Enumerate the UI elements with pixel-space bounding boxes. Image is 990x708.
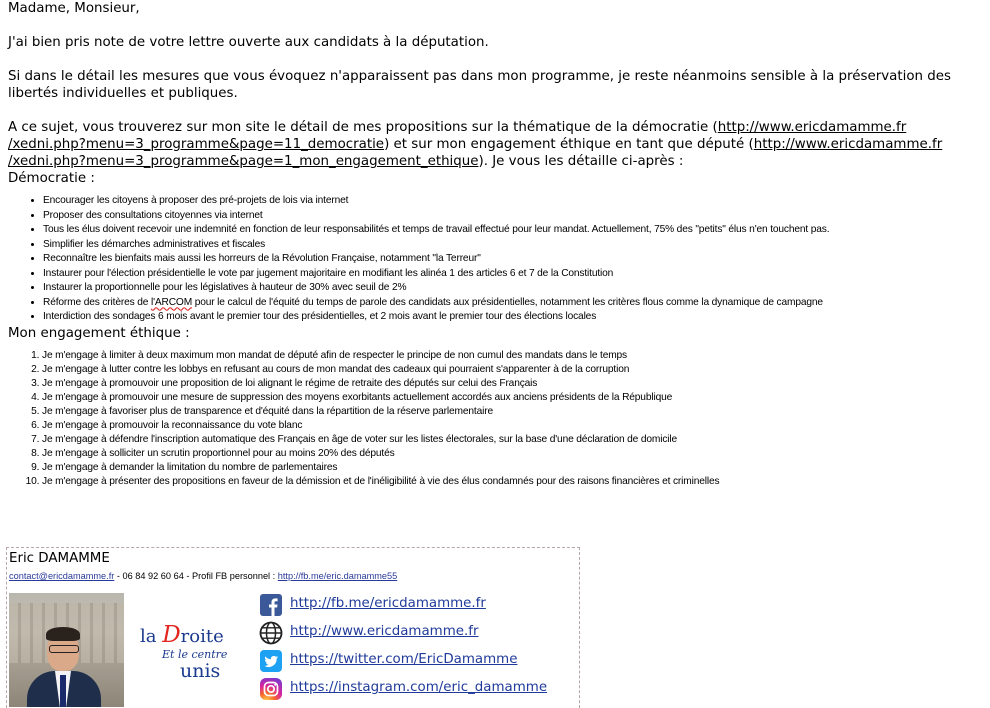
arcom-part-b: pour le calcul de l'équité du temps de parole des candidats aux présidentielles, notamment les critères flous comme la dynamique de campagne [192,296,823,308]
facebook-link[interactable]: http://fb.me/ericdamamme.fr [290,596,486,611]
list-item: • Interdiction des sondages 6 mois avant le premier tour des présidentielles, et 2 mois avant le premier tour des élections locales [43,310,983,325]
salutation: Madame, Monsieur, [8,1,140,16]
logo-line1 [140,622,224,648]
email-text [8,0,983,489]
logo-line1-a: la [140,626,163,647]
paragraph-3-part-a: A ce sujet, vous trouverez sur mon site le détail de mes propositions sur la thématique de la démocratie ( [8,120,718,135]
list-item: • Encourager les citoyens à proposer des pré-projets de lois via internet [43,194,983,209]
twitter-icon[interactable] [259,649,283,673]
social-website [259,621,569,647]
paragraph-2: Si dans le détail les mesures que vous évoquez n'apparaissent pas dans mon programme, je reste néanmoins sensible à la préservation des libertés individuelles et publiques. [8,69,951,101]
paragraph-3-part-c: ). Je vous les détaille ci-après : [478,154,684,169]
list-item: • Proposer des consultations citoyennes via internet [43,209,983,224]
list-item: 1. Je m'engage à limiter à deux maximum mon mandat de député afin de respecter le principe de non cumul des mandats dans le temps [42,349,983,363]
list-item: • Tous les élus doivent recevoir une indemnité en fonction de leur responsabilités et temps de travail effectué pour leur mandat. Actuellement, 75% des "petits" élus n'en touchent pas. [43,223,983,238]
link-democratie-line2[interactable]: /xedni.php?menu=3_programme&page=11_democratie [8,137,385,152]
social-instagram [259,677,569,703]
list-item: • Instaurer la proportionnelle pour les législatives à hauteur de 30% avec seuil de 2% [43,281,983,296]
twitter-link[interactable]: https://twitter.com/EricDamamme [290,652,518,667]
link-ethique-line1[interactable]: http://www.ericdamamme.fr [753,137,943,152]
logo-line2: Et le centre [162,648,228,661]
facebook-icon[interactable] [259,593,283,617]
list-item: 7. Je m'engage à défendre l'inscription automatique des Français en âge de voter sur les listes électorales, sur la base d'une déclaration de domicile [42,433,983,447]
logo-line1-big: D [162,622,181,648]
logo-line3: unis [180,660,221,682]
link-democratie-line1[interactable]: http://www.ericdamamme.fr [717,120,907,135]
paragraph-1: J'ai bien pris note de votre lettre ouverte aux candidats à la députation. [8,35,489,50]
democratie-heading: Démocratie : [8,171,95,186]
list-item: 4. Je m'engage à promouvoir une mesure de suppression des moyens exorbitants actuellement accordés aux anciens présidents de la République [42,391,983,405]
ethique-list [8,349,983,489]
social-facebook [259,593,569,619]
list-item: 10. Je m'engage à présenter des propositions en faveur de la démission et de l'inéligibilité à vie des élus condamnés pour des raisons financières et criminelles [42,475,983,489]
list-item: 8. Je m'engage à solliciter un scrutin proportionnel pour au moins 20% des députés [42,447,983,461]
signature-block [6,547,580,708]
list-item: 3. Je m'engage à promouvoir une proposition de loi alignant le régime de retraite des députés sur celui des Français [42,377,983,391]
list-item: 6. Je m'engage à promouvoir la reconnaissance du vote blanc [42,419,983,433]
website-link[interactable]: http://www.ericdamamme.fr [290,624,479,639]
globe-icon[interactable] [259,621,283,645]
instagram-icon[interactable] [259,677,283,701]
social-twitter [259,649,569,675]
list-item: • Reconnaître les bienfaits mais aussi les horreurs de la Révolution Française, notamment "la Terreur" [43,252,983,267]
democratie-list [8,194,983,325]
paragraph-3 [8,119,983,170]
fb-personal-link[interactable]: http://fb.me/eric.damamme55 [277,571,398,581]
logo-line1-b: roite [180,626,224,647]
list-item: 9. Je m'engage à demander la limitation du nombre de parlementaires [42,461,983,475]
arcom-word: l'ARCOM [150,296,193,308]
list-item: • Instaurer pour l'élection présidentielle le vote par jugement majoritaire en modifiant les alinéa 1 des articles 6 et 7 de la Constitution [43,267,983,282]
signature-contact [9,571,397,581]
candidate-photo [9,593,124,707]
list-item [43,296,983,311]
signature-name: Eric DAMAMME [9,551,110,566]
list-item: • Simplifier les démarches administratives et fiscales [43,238,983,253]
paragraph-3-part-b: ) et sur mon engagement éthique en tant que député ( [384,137,754,152]
email-link[interactable]: contact@ericdamamme.fr [9,571,115,581]
link-ethique-line2[interactable]: /xedni.php?menu=3_programme&page=1_mon_engagement_ethique [8,154,479,169]
instagram-link[interactable]: https://instagram.com/eric_damamme [290,680,548,695]
ethique-heading: Mon engagement éthique : [8,325,190,341]
list-item: 5. Je m'engage à favoriser plus de transparence et d'équité dans la répartition de la réserve parlementaire [42,405,983,419]
list-item: 2. Je m'engage à lutter contre les lobbys en refusant au cours de mon mandat des cadeaux qui pourraient s'apparenter à de la corruption [42,363,983,377]
party-logo [140,622,232,682]
signature-contact-text: - 06 84 92 60 64 - Profil FB personnel : [114,571,278,581]
arcom-part-a: Réforme des critères de [43,296,151,308]
